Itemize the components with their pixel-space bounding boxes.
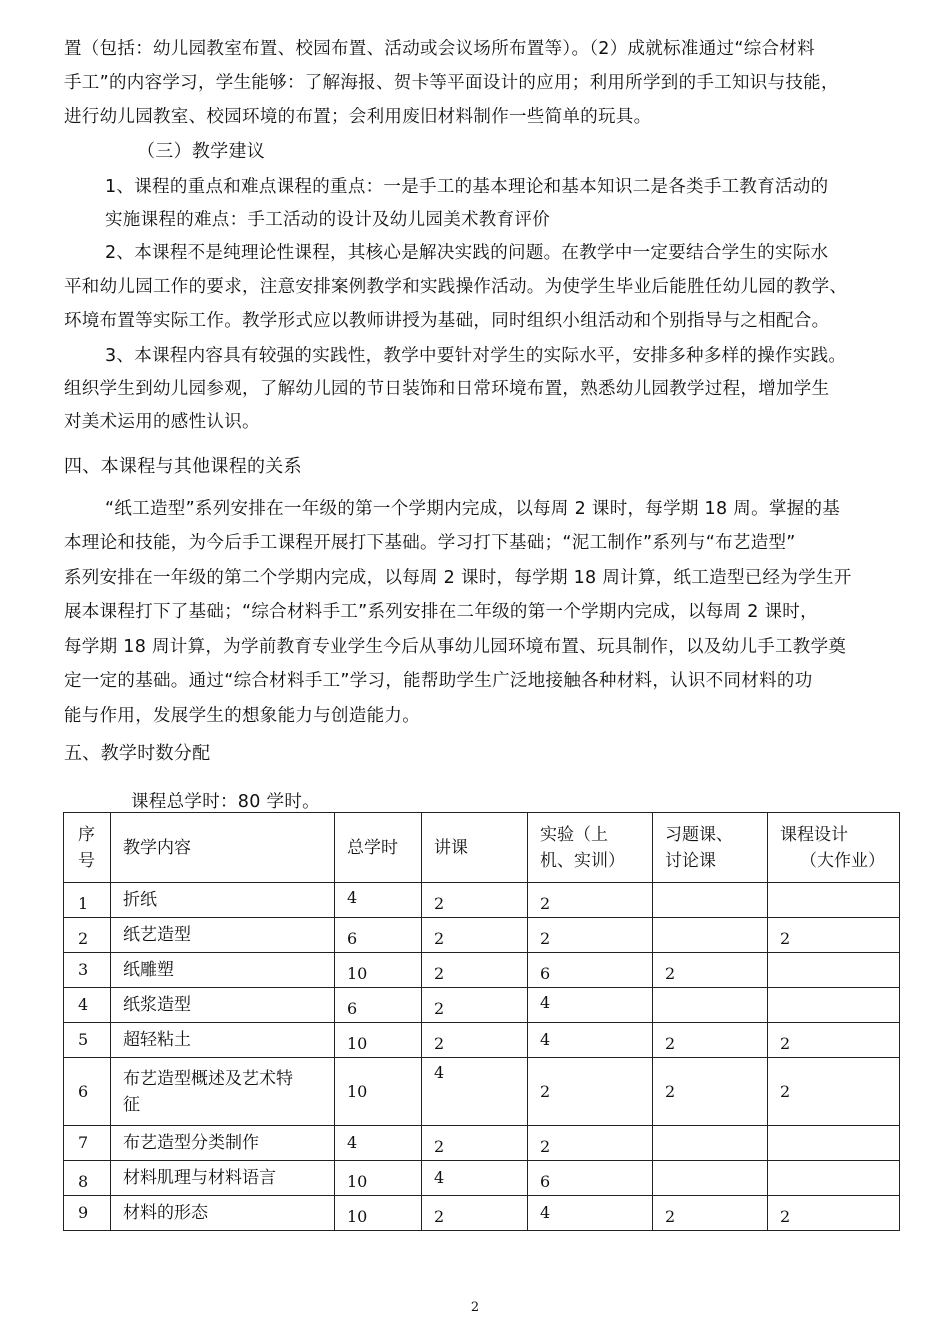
- paragraph-line: 定一定的基础。通过“综合材料手工”学习，能帮助学生广泛地接触各种材料，认识不同材料的功: [64, 671, 813, 691]
- paragraph-line: 展本课程打下了基础；“综合材料手工”系列安排在二年级的第一个学期内完成，以每周 2 课时，: [64, 602, 818, 622]
- cell-num: 7: [64, 1126, 111, 1161]
- cell-num: 5: [64, 1023, 111, 1058]
- header-design: [768, 813, 900, 883]
- cell-content: 纸雕塑: [111, 953, 335, 988]
- header-design-line: （大作业）: [800, 850, 885, 871]
- cell-design: [768, 1161, 900, 1196]
- paragraph-line: 环境布置等实际工作。教学形式应以教师讲授为基础，同时组织小组活动和个别指导与之相配合。: [64, 311, 830, 331]
- cell-design: 2: [768, 1058, 900, 1126]
- cell-num: 4: [64, 988, 111, 1023]
- header-total: 总学时: [335, 813, 422, 883]
- header-lecture: 讲课: [422, 813, 528, 883]
- cell-num: 8: [64, 1161, 111, 1196]
- paragraph-line: 进行幼儿园教室、校园环境的布置；会利用废旧材料制作一些简单的玩具。: [64, 107, 652, 127]
- paragraph-line: 系列安排在一年级的第二个学期内完成，以每周 2 课时，每学期 18 周计算，纸工造型已经为学生开: [64, 568, 852, 588]
- table-row: [64, 988, 900, 1023]
- header-lab-line: 机、实训）: [540, 850, 625, 871]
- section-heading-relations: 四、本课程与其他课程的关系: [64, 456, 302, 477]
- cell-design: 2: [768, 918, 900, 953]
- header-num: [64, 813, 111, 883]
- cell-content: 布艺造型分类制作: [111, 1126, 335, 1161]
- cell-total: 10: [335, 1023, 422, 1058]
- header-num-line: 序: [78, 824, 95, 845]
- cell-design: 2: [768, 1196, 900, 1231]
- paragraph-line: 手工”的内容学习，学生能够：了解海报、贺卡等平面设计的应用；利用所学到的手工知识与技能，: [64, 73, 839, 93]
- cell-content: 材料的形态: [111, 1196, 335, 1231]
- cell-num: 3: [64, 953, 111, 988]
- cell-num: 2: [64, 918, 111, 953]
- header-num-line: 号: [78, 850, 95, 871]
- cell-lecture: 2: [422, 883, 528, 918]
- paragraph-line: 1、课程的重点和难点课程的重点：一是手工的基本理论和基本知识二是各类手工教育活动的: [105, 177, 829, 197]
- cell-lecture: 2: [422, 1196, 528, 1231]
- cell-total: 4: [335, 1126, 422, 1161]
- cell-exercise: [653, 988, 768, 1023]
- header-content: 教学内容: [111, 813, 335, 883]
- header-exercise-line: 讨论课: [665, 850, 716, 871]
- cell-exercise: 2: [653, 1023, 768, 1058]
- cell-content: 材料肌理与材料语言: [111, 1161, 335, 1196]
- cell-lecture: 2: [422, 1126, 528, 1161]
- cell-content: 折纸: [111, 883, 335, 918]
- table-row: [64, 1023, 900, 1058]
- header-exercise-line: 习题课、: [665, 824, 733, 845]
- cell-lab: 2: [528, 883, 653, 918]
- cell-num: 9: [64, 1196, 111, 1231]
- page-number: 2: [470, 1300, 480, 1315]
- cell-exercise: [653, 1161, 768, 1196]
- header-exercise: [653, 813, 768, 883]
- paragraph-line: 能与作用，发展学生的想象能力与创造能力。: [64, 706, 420, 726]
- paragraph-line: “纸工造型”系列安排在一年级的第一个学期内完成，以每周 2 课时，每学期 18 周。掌握的基: [105, 499, 841, 519]
- table-row: [64, 918, 900, 953]
- cell-content-line: 布艺造型概述及艺术特: [123, 1068, 293, 1089]
- cell-lab: 4: [528, 988, 653, 1023]
- paragraph-line: 3、本课程内容具有较强的实践性，教学中要针对学生的实际水平，安排多种多样的操作实践。: [105, 346, 847, 366]
- cell-exercise: 2: [653, 1058, 768, 1126]
- section-heading-teaching-suggestions: （三）教学建议: [137, 141, 266, 162]
- cell-total: 10: [335, 1058, 422, 1126]
- cell-design: [768, 988, 900, 1023]
- table-row: [64, 953, 900, 988]
- cell-content: 纸艺造型: [111, 918, 335, 953]
- cell-lab: 2: [528, 1126, 653, 1161]
- cell-total: 6: [335, 918, 422, 953]
- cell-lecture: 2: [422, 918, 528, 953]
- section-heading-hours: 五、教学时数分配: [64, 743, 211, 764]
- cell-lab: 6: [528, 1161, 653, 1196]
- cell-total: 4: [335, 883, 422, 918]
- cell-design: [768, 1126, 900, 1161]
- cell-total: 10: [335, 1196, 422, 1231]
- cell-exercise: [653, 883, 768, 918]
- cell-total: 10: [335, 953, 422, 988]
- cell-content: 超轻粘土: [111, 1023, 335, 1058]
- cell-lecture: 2: [422, 1023, 528, 1058]
- table-row: [64, 1058, 900, 1126]
- paragraph-line: 2、本课程不是纯理论性课程，其核心是解决实践的问题。在教学中一定要结合学生的实际水: [105, 243, 829, 263]
- cell-content: 纸浆造型: [111, 988, 335, 1023]
- cell-lab: 4: [528, 1196, 653, 1231]
- cell-num: 6: [64, 1058, 111, 1126]
- cell-design: 2: [768, 1023, 900, 1058]
- paragraph-line: 实施课程的难点：手工活动的设计及幼儿园美术教育评价: [105, 210, 550, 230]
- cell-lab: 6: [528, 953, 653, 988]
- cell-num: 1: [64, 883, 111, 918]
- paragraph-line: 置（包括：幼儿园教室布置、校园布置、活动或会议场所布置等）。（2）成就标准通过“综合材料: [64, 39, 815, 59]
- table-row: [64, 1196, 900, 1231]
- cell-lecture: 2: [422, 953, 528, 988]
- paragraph-line: 本理论和技能，为今后手工课程开展打下基础。学习打下基础；“泥工制作”系列与“布艺造型”: [64, 533, 796, 553]
- cell-total: 10: [335, 1161, 422, 1196]
- cell-lecture: 2: [422, 988, 528, 1023]
- table-row: [64, 1161, 900, 1196]
- header-lab: [528, 813, 653, 883]
- total-hours-note: 课程总学时：80 学时。: [131, 792, 320, 812]
- header-design-line: 课程设计: [780, 824, 848, 845]
- cell-exercise: [653, 1126, 768, 1161]
- cell-total: 6: [335, 988, 422, 1023]
- header-lab-line: 实验（上: [540, 824, 608, 845]
- cell-lecture: 4: [422, 1058, 528, 1126]
- cell-exercise: [653, 918, 768, 953]
- cell-exercise: 2: [653, 953, 768, 988]
- cell-lecture: 4: [422, 1161, 528, 1196]
- paragraph-line: 平和幼儿园工作的要求，注意安排案例教学和实践操作活动。为使学生毕业后能胜任幼儿园的教学、: [64, 277, 848, 297]
- cell-content: [111, 1058, 335, 1126]
- table-row: [64, 883, 900, 918]
- table-row: [64, 1126, 900, 1161]
- cell-design: [768, 953, 900, 988]
- paragraph-line: 对美术运用的感性认识。: [64, 412, 260, 432]
- cell-content-line: 征: [123, 1094, 140, 1115]
- cell-lab: 4: [528, 1023, 653, 1058]
- table-header-row: [64, 813, 900, 883]
- paragraph-line: 组织学生到幼儿园参观，了解幼儿园的节日装饰和日常环境布置，熟悉幼儿园教学过程，增加学生: [64, 379, 830, 399]
- cell-lab: 2: [528, 918, 653, 953]
- paragraph-line: 每学期 18 周计算，为学前教育专业学生今后从事幼儿园环境布置、玩具制作，以及幼儿手工教学奠: [64, 637, 847, 657]
- cell-exercise: 2: [653, 1196, 768, 1231]
- cell-design: [768, 883, 900, 918]
- cell-lab: 2: [528, 1058, 653, 1126]
- hours-table: [63, 812, 900, 1231]
